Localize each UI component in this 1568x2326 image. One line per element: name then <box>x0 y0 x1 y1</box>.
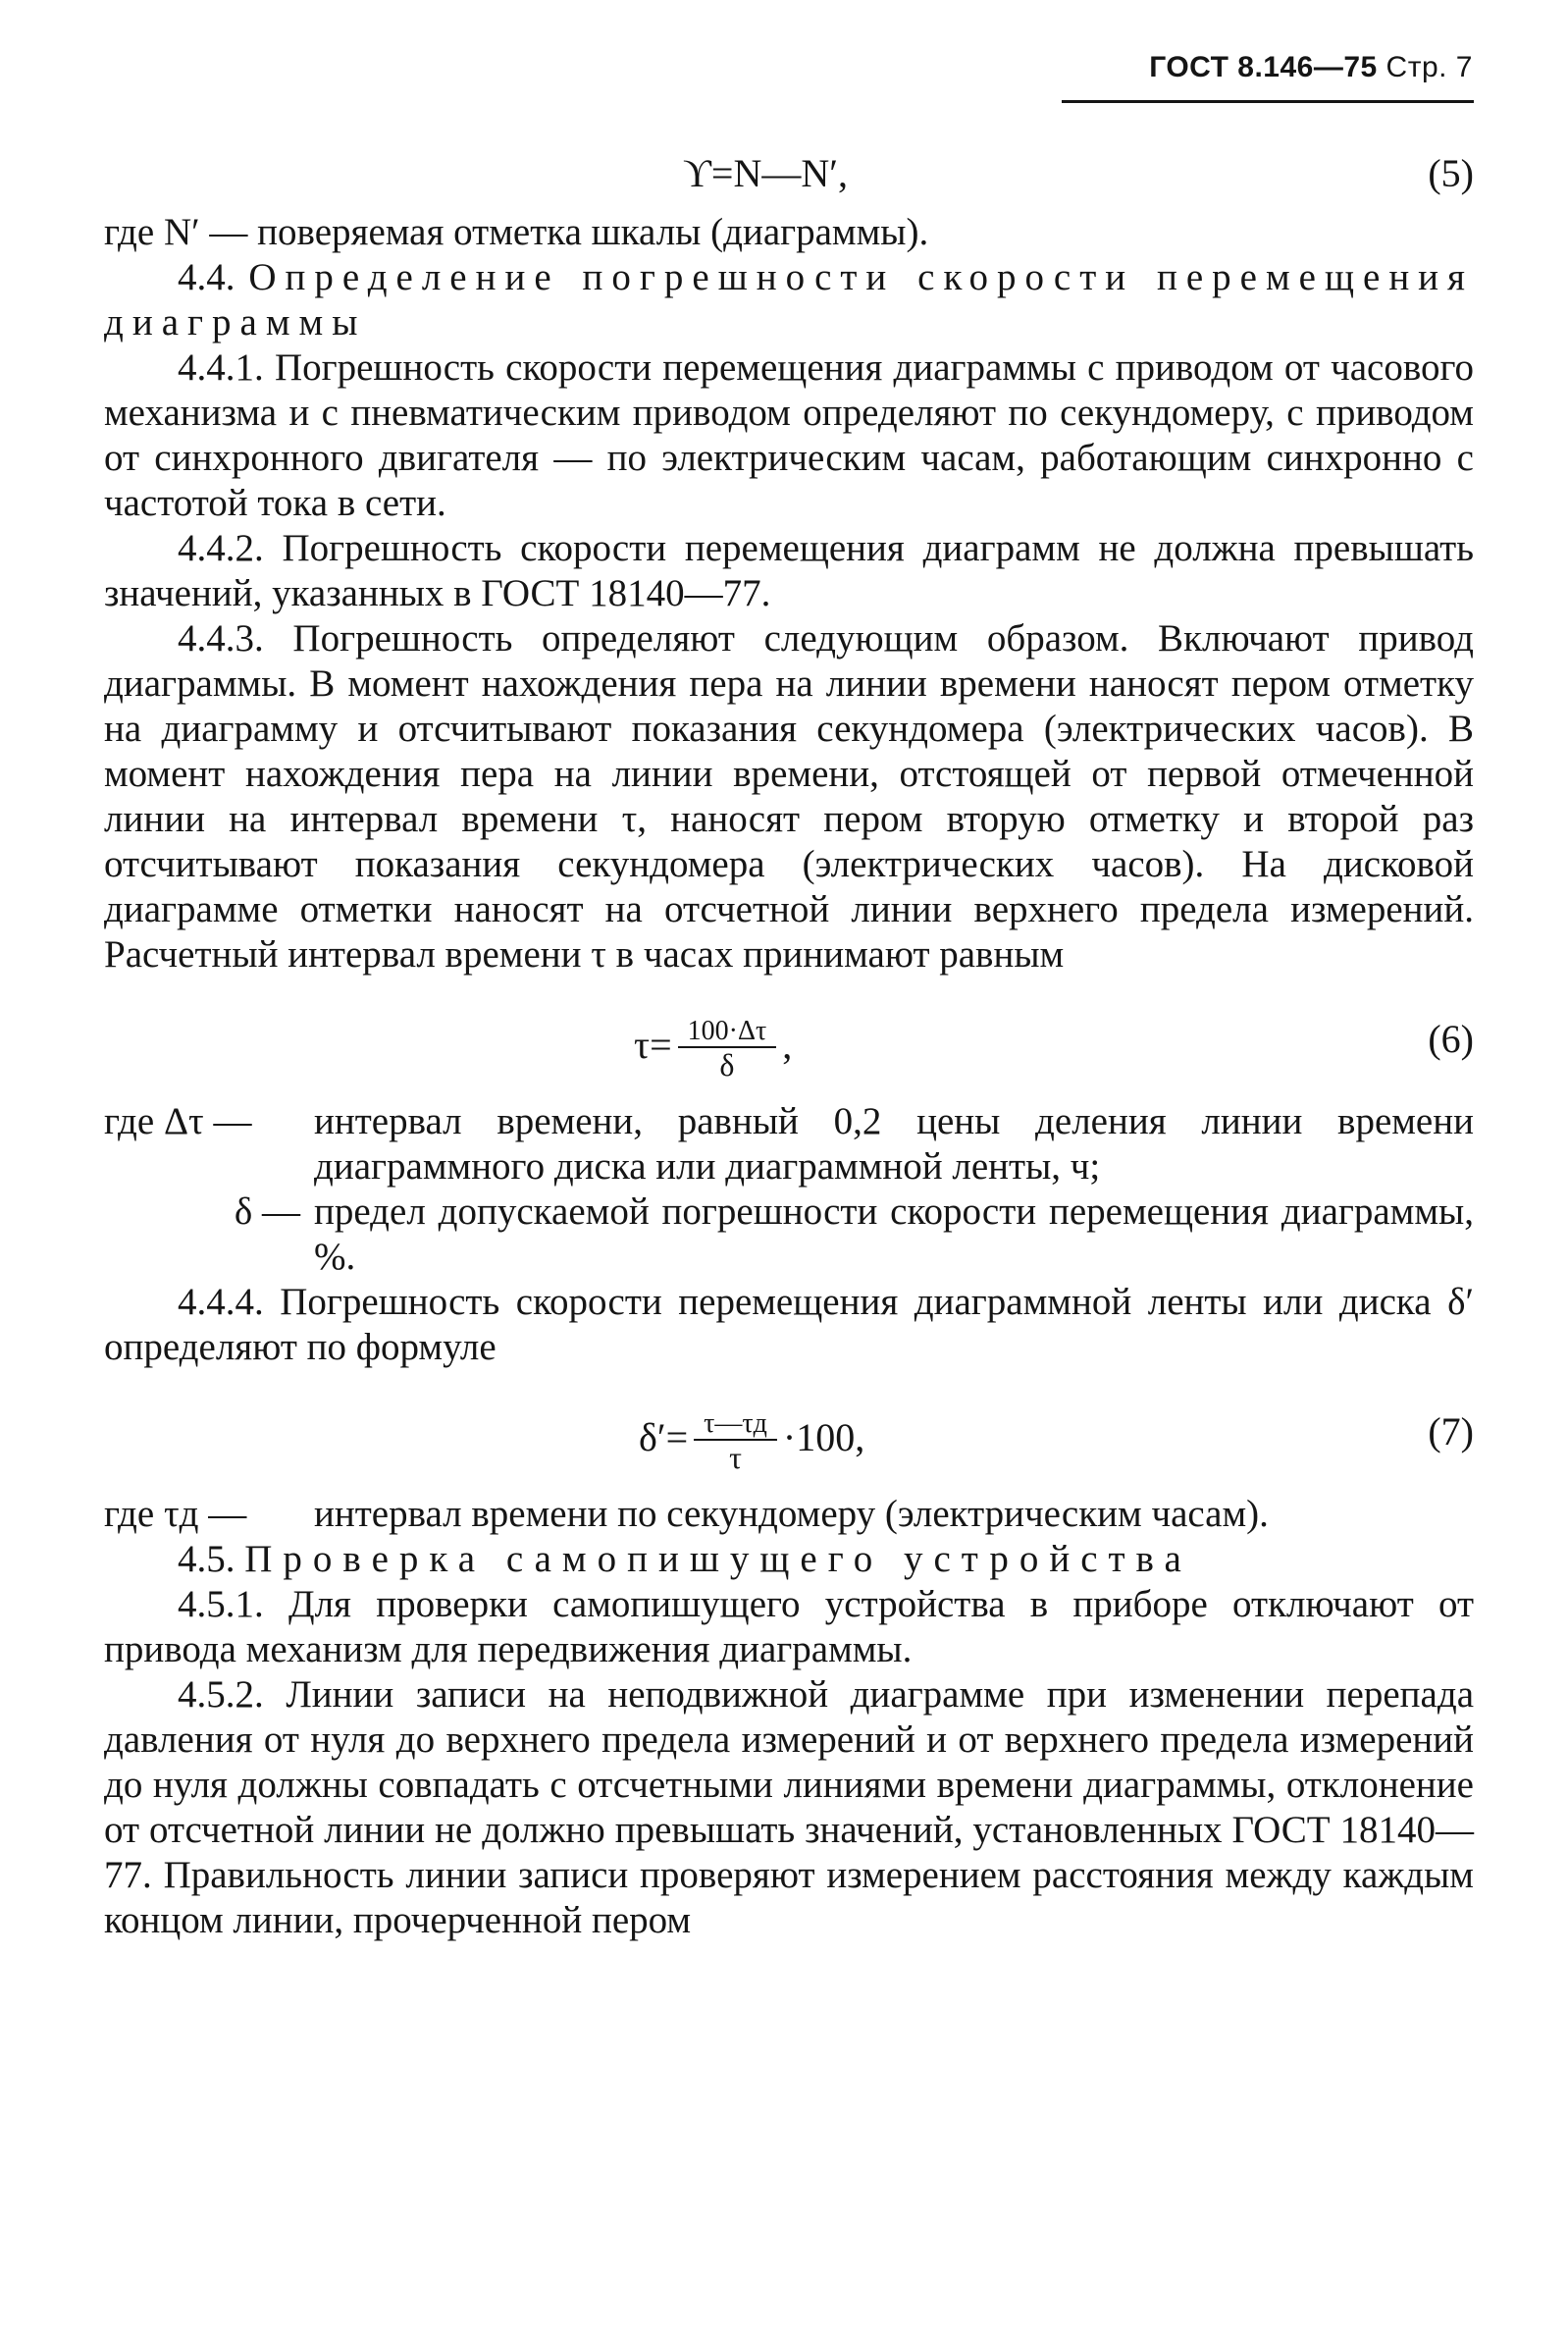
where-6-delta-tau <box>104 1099 1474 1189</box>
paragraph-4-5-2: 4.5.2. Линии записи на неподвижной диаграмме при изменении перепада давления от нуля до верхнего предела измерений и от верхнего предела измерений до нуля должны совпадать с отсчетными линиями времени диаграммы, отклонение от отсчетной линии не должно превышать значений, установленных ГОСТ 18140—77. Правильность линии записи проверяют измерением расстояния между каждым концом линии, прочерченной пером <box>104 1673 1474 1941</box>
equation-6-denominator: δ <box>719 1047 735 1083</box>
page-body <box>104 147 1474 1943</box>
equation-7-denominator: τ <box>729 1440 742 1475</box>
equation-7-fraction <box>694 1409 777 1474</box>
section-4-5-heading <box>104 1537 1474 1582</box>
equation-5 <box>104 151 1474 208</box>
equation-6 <box>104 995 1474 1089</box>
where-7-tau-d <box>104 1492 1474 1537</box>
where-6-text-delta-tau: интервал времени, равный 0,2 цены деления линии времени диаграммного диска или диаграммной ленты, ч; <box>314 1100 1474 1188</box>
where-6-text-delta: предел допускаемой погрешности скорости перемещения диаграммы, %. <box>314 1190 1474 1278</box>
where-7-label: где τд — <box>104 1493 247 1535</box>
equation-6-number: (6) <box>1428 1017 1474 1061</box>
equation-6-tail: , <box>782 1023 793 1068</box>
section-4-4-number: 4.4. <box>178 256 235 298</box>
where-n-note: где N′ — поверяемая отметка шкалы (диаграммы). <box>104 211 929 253</box>
section-4-4-heading <box>104 255 1474 345</box>
where-6-label-delta-tau: где Δτ — <box>104 1100 252 1142</box>
equation-6-lhs: τ= <box>634 1023 672 1068</box>
paragraph-4-4-4: 4.4.4. Погрешность скорости перемещения диаграммной ленты или диска δ′ определяют по формуле <box>104 1281 1474 1368</box>
paragraph-4-4-2: 4.4.2. Погрешность скорости перемещения диаграмм не должна превышать значений, указанных в ГОСТ 18140—77. <box>104 527 1474 614</box>
equation-5-number: (5) <box>1428 151 1474 195</box>
equation-7-expression <box>639 1409 864 1474</box>
paragraph-4-4-3: 4.4.3. Погрешность определяют следующим образом. Включают привод диаграммы. В момент нахождения пера на линии времени наносят пером отметку на диаграмму и отсчитывают показания секундомера (электрических часов). В момент нахождения пера на линии времени, отстоящей от первой отмеченной линии на интервал времени τ, наносят пером вторую отметку и второй раз отсчитывают показания секундомера (электрических часов). На дисковой диаграмме отметки наносят на отсчетной линии верхнего предела измерений. Расчетный интервал времени τ в часах принимают равным <box>104 617 1474 976</box>
section-4-4-title: Определение погрешности скорости перемещения диаграммы <box>104 256 1474 344</box>
equation-6-numerator: 100·Δτ <box>678 1017 777 1048</box>
page-header <box>0 51 1473 84</box>
equation-6-expression <box>634 1017 792 1082</box>
where-6-label-delta: δ — <box>234 1190 300 1233</box>
where-6-delta <box>104 1189 1474 1280</box>
paragraph-4-5-1: 4.5.1. Для проверки самопишущего устройства в приборе отключают от привода механизм для передвижения диаграммы. <box>104 1583 1474 1670</box>
paragraph-4-4-1: 4.4.1. Погрешность скорости перемещения диаграммы с приводом от часового механизма и с пневматическим приводом определяют по секундомеру, с приводом от синхронного двигателя — по электрическим часам, работающим синхронно с частотой тока в сети. <box>104 346 1474 524</box>
header-page-number: Стр. 7 <box>1385 51 1473 83</box>
equation-7-number: (7) <box>1428 1409 1474 1454</box>
equation-7 <box>104 1388 1474 1482</box>
where-7-text: интервал времени по секундомеру (электрическим часам). <box>314 1493 1269 1535</box>
equation-7-lhs: δ′= <box>639 1415 689 1460</box>
equation-6-fraction <box>678 1017 777 1082</box>
equation-7-numerator: τ—τд <box>694 1409 777 1441</box>
equation-7-tail: ·100, <box>782 1415 865 1460</box>
section-4-5-number: 4.5. <box>178 1538 235 1580</box>
equation-5-expression: ϒ=N—N′, <box>683 151 848 195</box>
header-rule <box>1062 100 1474 103</box>
section-4-5-title: Проверка самопишущего устройства <box>244 1538 1192 1580</box>
header-doc-number: ГОСТ 8.146—75 <box>1149 51 1378 83</box>
